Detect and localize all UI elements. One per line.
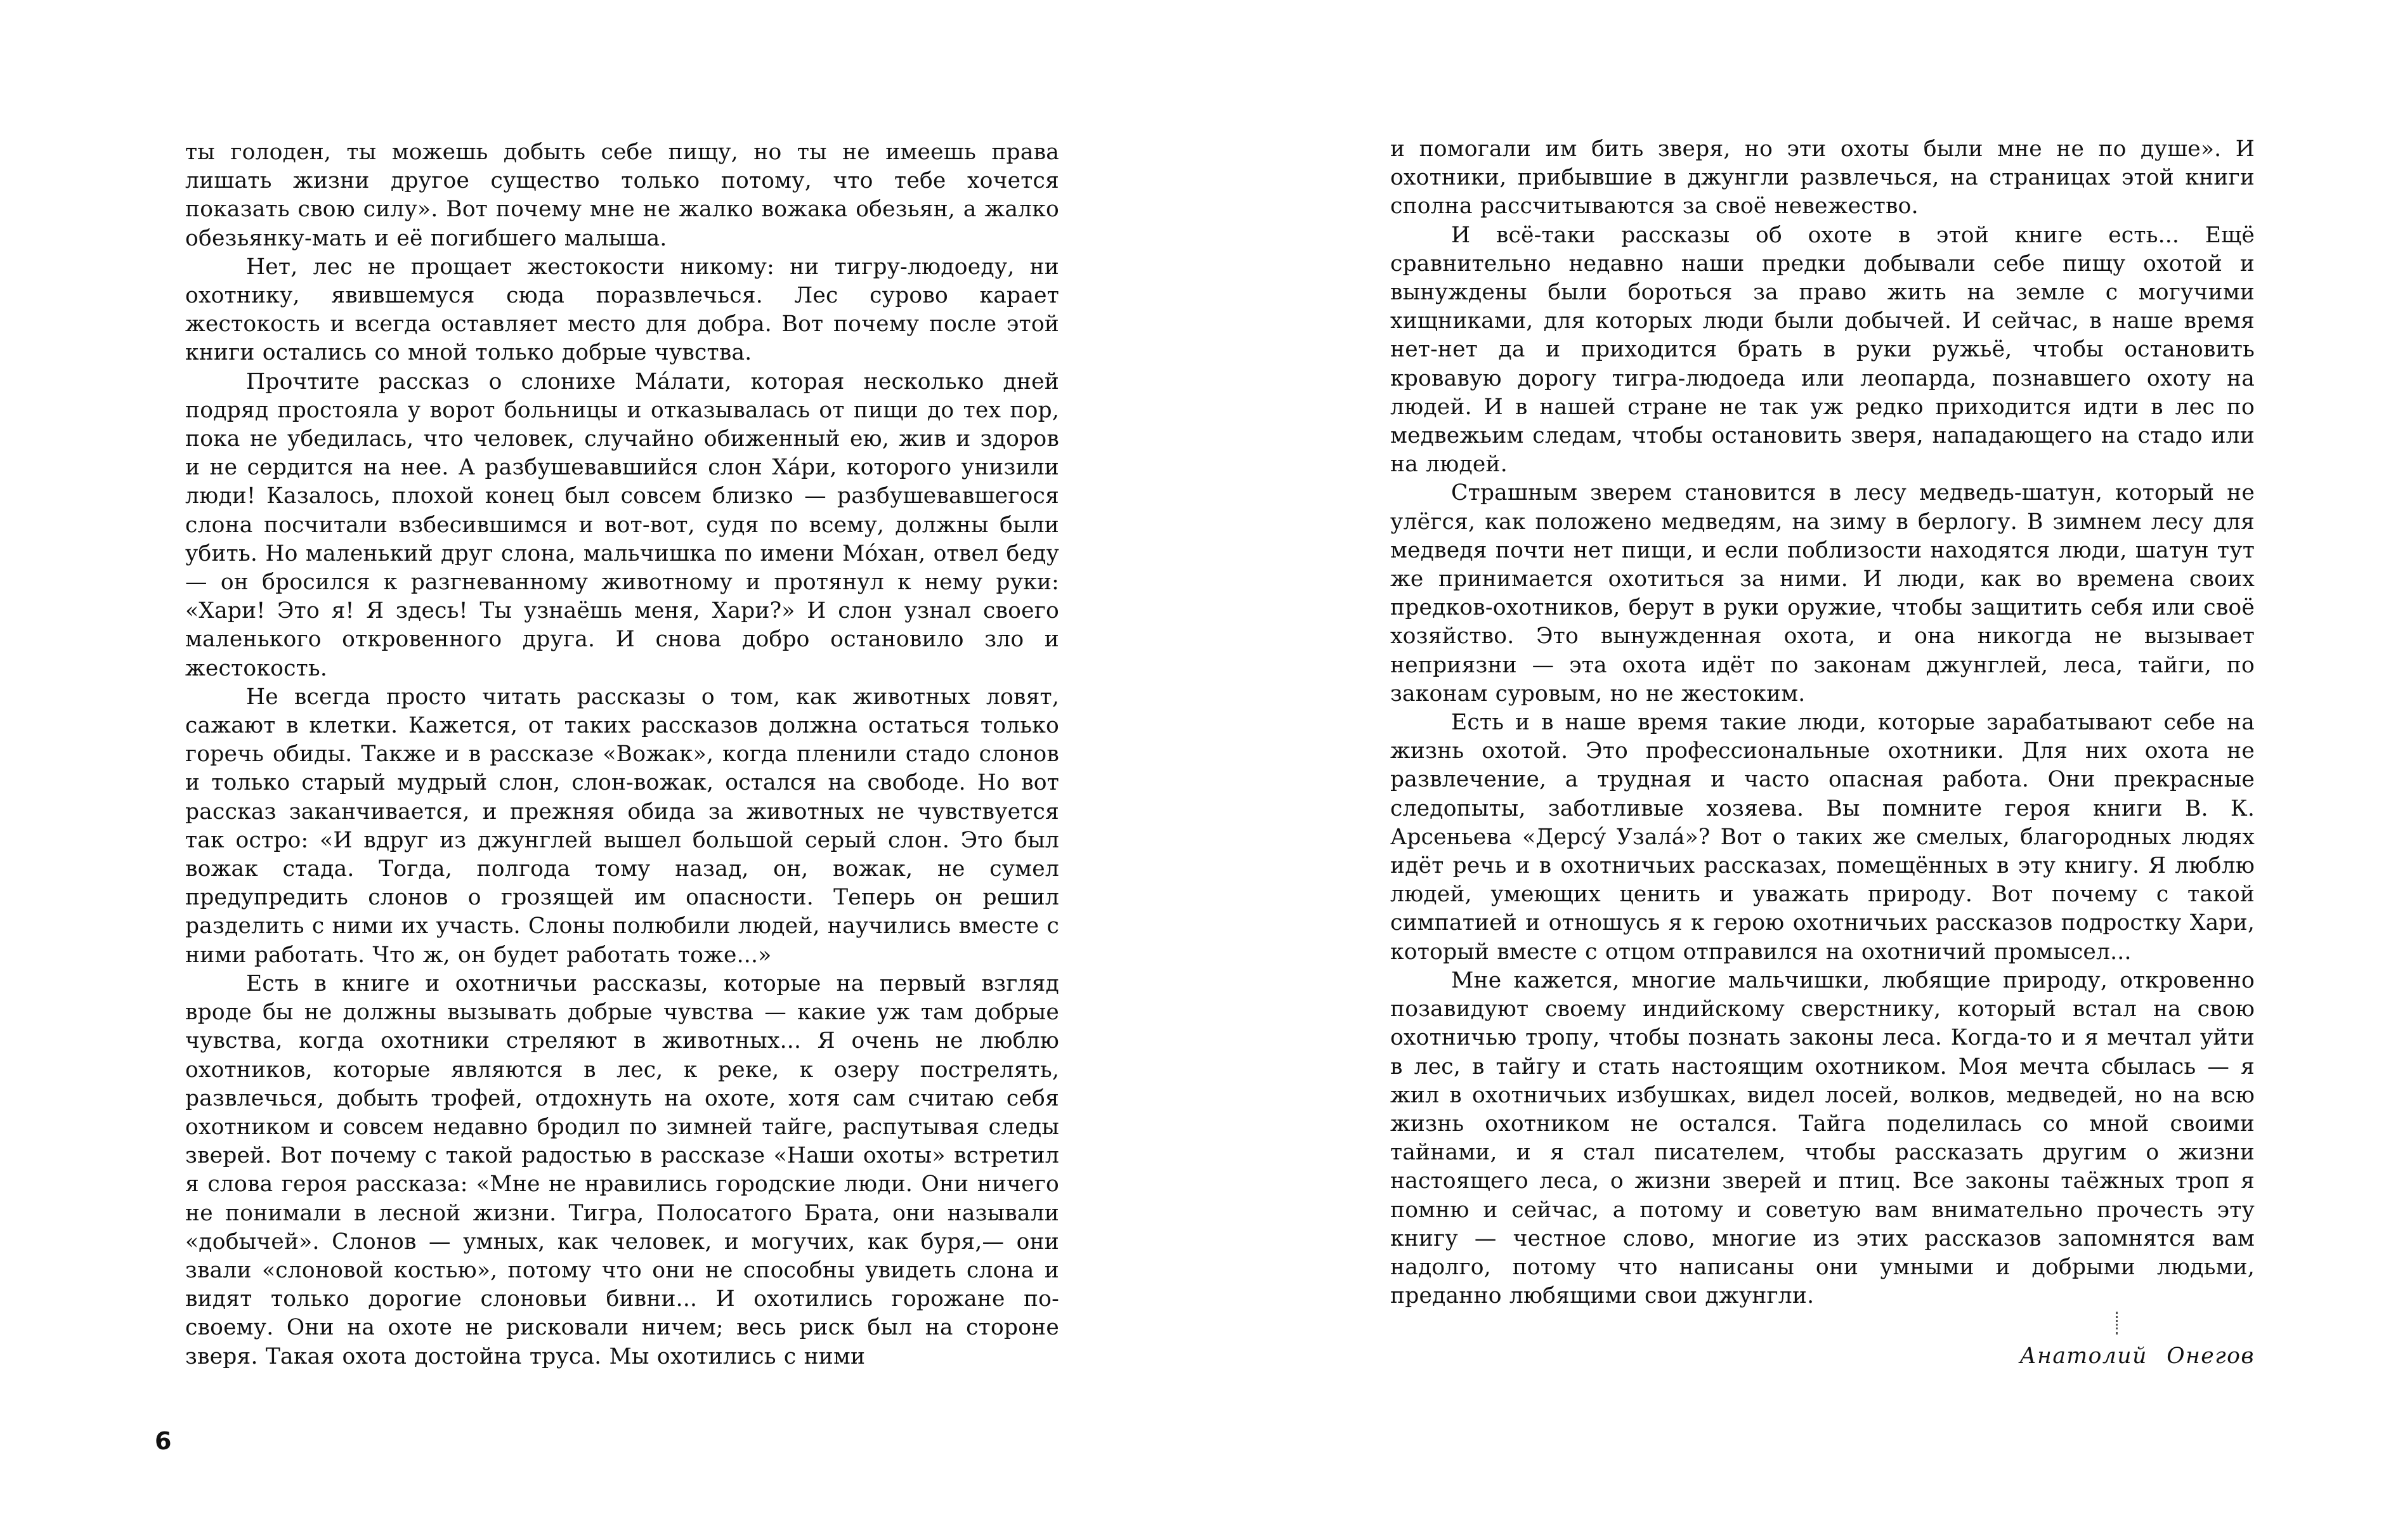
paragraph: Нет, лес не прощает жестокости никому: ни тигру-людоеду, ни охотнику, явившемуся сюда поразвлечься. Лес сурово карает жестокость и всегда оставляет место для добра. Вот почему после этой книги остались со мной только добрые чувства. — [185, 254, 1059, 366]
paragraph: ты голоден, ты можешь добыть себе пищу, но ты не имеешь права лишать жизни другое существо только потому, что тебе хочется показать свою силу». Вот почему мне не жалко вожака обезьян, а жалко обезьянку-мать и её погибшего малыша. — [185, 140, 1059, 251]
paragraph: Прочтите рассказ о слонихе Ма́лати, которая несколько дней подряд простояла у ворот больницы и отказывалась от пищи до тех пор, пока не убедилась, что человек, случайно обиженный ею, жив и здоров и не сердится на нее. А разбушевавшийся слон Ха́ри, которого унизили люди! Казалось, плохой конец был совсем близко — разбушевавшегося слона посчитали взбесившимся и вот-вот, судя по всему, должны были убить. Но маленький друг слона, мальчишка по имени Мо́хан, отвел беду — он бросился к разгневанному животному и протянул к нему руки: «Хари! Это я! Я здесь! Ты узнаёшь меня, Хари?» И слон узнал своего маленького откровенного друга. И снова добро остановило зло и жестокость. — [185, 369, 1059, 681]
page-number: 6 — [155, 1427, 172, 1455]
scan-artifact — [2116, 1312, 2118, 1334]
paragraph: Страшным зверем становится в лесу медведь-шатун, который не улёгся, как положено медведям, на зиму в берлогу. В зимнем лесу для медведя почти нет пищи, и если поблизости находятся люди, шатун тут же принимается охотиться за ними. И люди, как во времена своих предков-охотников, берут в руки оружие, чтобы защитить себя или своё хозяйство. Это вынужденная охота, и она никогда не вызывает неприязни — эта охота идёт по законам джунглей, леса, тайги, по законам суровым, но не жестоким. — [1390, 480, 2255, 707]
paragraph: Не всегда просто читать рассказы о том, как животных ловят, сажают в клетки. Кажется, от таких рассказов должна остаться только горечь обиды. Также и в рассказе «Вожак», когда пленили стадо слонов и только старый мудрый слон, слон-вожак, остался на свободе. Но вот рассказ заканчивается, и прежняя обида за животных не чувствуется так остро: «И вдруг из джунглей вышел большой серый слон. Это был вожак стада. Тогда, полгода тому назад, он, вожак, не сумел предупредить слонов о грозящей им опасности. Теперь он решил разделить с ними их участь. Слоны полюбили людей, научились вместе с ними работать. Что ж, он будет работать тоже...» — [185, 684, 1059, 968]
paragraph: Есть и в наше время такие люди, которые зарабатывают себе на жизнь охотой. Это профессиональные охотники. Для них охота не развлечение, а трудная и часто опасная работа. Они прекрасные следопыты, заботливые хозяева. Вы помните героя книги В. К. Арсеньева «Дерсу́ Узала́»? Вот о таких же смелых, благородных людях идёт речь и в охотничьих рассказах, помещённых в эту книгу. Я люблю людей, умеющих ценить и уважать природу. Вот почему с такой симпатией и отношусь я к герою охотничьих рассказов подростку Хари, который вместе с отцом отправился на охотничий промысел... — [1390, 710, 2255, 965]
left-page-text — [185, 138, 1059, 1371]
right-page-text — [1390, 135, 2255, 1310]
paragraph: Мне кажется, многие мальчишки, любящие природу, откровенно позавидуют своему индийскому сверстнику, который встал на свою охотничью тропу, чтобы познать законы леса. Когда-то и я мечтал уйти в лес, в тайгу и стать настоящим охотником. Моя мечта сбылась — я жил в охотничьих избушках, видел лосей, волков, медведей, но на всю жизнь охотником не остался. Тайга поделилась со мной своими тайнами, и я стал писателем, чтобы рассказать другим о жизни настоящего леса, о жизни зверей и птиц. Все законы таёжных троп я помню и сейчас, а потому и советую вам внимательно прочесть эту книгу — честное слово, многие из этих рассказов запомнятся вам надолго, потому что написаны они умными и добрыми людьми, преданно любящими свои джунгли. — [1390, 967, 2255, 1309]
paragraph: И всё-таки рассказы об охоте в этой книге есть... Ещё сравнительно недавно наши предки добывали себе пищу охотой и вынуждены были бороться за право жить на земле с могучими хищниками, для которых люди были добычей. И сейчас, в наше время нет-нет да и приходится брать в руки ружьё, чтобы остановить кровавую дорогу тигра-людоеда или леопарда, познавшего охоту на людей. И в нашей стране не так уж редко приходится идти в лес по медвежьим следам, чтобы остановить зверя, нападающего на стадо или на людей. — [1390, 222, 2255, 478]
paragraph: Есть в книге и охотничьи рассказы, которые на первый взгляд вроде бы не должны вызывать добрые чувства — какие уж там добрые чувства, когда охотники стреляют в животных... Я очень не люблю охотников, которые являются в лес, к реке, к озеру пострелять, развлечься, добыть трофей, отдохнуть на охоте, хотя сам считаю себя охотником и совсем недавно бродил по зимней тайге, распутывая следы зверей. Вот почему с такой радостью в рассказе «Наши охоты» встретил я слова героя рассказа: «Мне не нравились городские люди. Они ничего не понимали в лесной жизни. Тигра, Полосатого Брата, они называли «добычей». Слонов — умных, как человек, и могучих, как буря,— они звали «слоновой костью», потому что они не способны увидеть слона и видят только дорогие слоновьи бивни... И охотились горожане по-своему. Они на охоте не рисковали ничем; весь риск был на стороне зверя. Такая охота достойна труса. Мы охотились с ними — [185, 970, 1059, 1369]
author-signature: Анатолий Онегов — [2019, 1343, 2255, 1369]
paragraph: и помогали им бить зверя, но эти охоты были мне не по душе». И охотники, прибывшие в джунгли развлечься, на страницах этой книги сполна рассчитываются за своё невежество. — [1390, 136, 2255, 219]
